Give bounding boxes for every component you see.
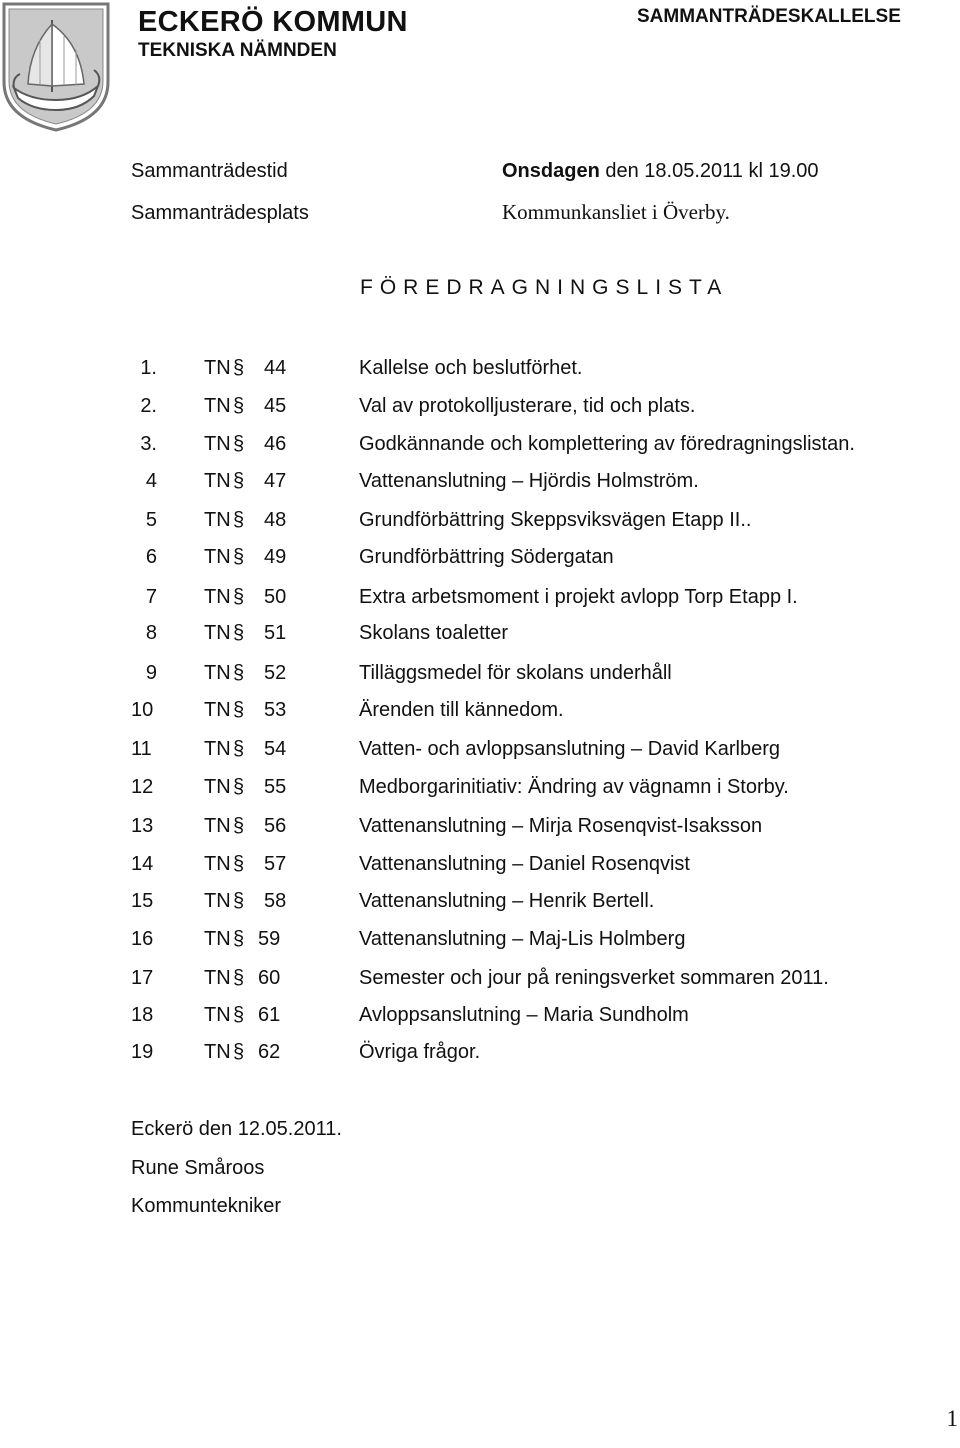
agenda-committee-code: TN: [204, 546, 231, 568]
agenda-number: 13: [131, 815, 154, 837]
agenda-paragraph: 52: [264, 662, 287, 684]
agenda-item: [0, 622, 960, 650]
agenda-paragraph: 62: [258, 1041, 281, 1063]
section-sign: §: [233, 509, 245, 531]
agenda-item: [0, 928, 960, 956]
section-sign: §: [233, 1041, 245, 1063]
agenda-number: 19: [131, 1041, 154, 1063]
agenda-committee-code: TN: [204, 928, 231, 950]
agenda-committee-code: TN: [204, 967, 231, 989]
section-sign: §: [233, 776, 245, 798]
agenda-item: [0, 509, 960, 537]
agenda-number: 16: [131, 928, 154, 950]
agenda-paragraph: 53: [264, 699, 287, 721]
agenda-item: [0, 890, 960, 918]
agenda-number: 12: [131, 776, 154, 798]
agenda-title: Extra arbetsmoment i projekt avlopp Torp Etapp I.: [359, 586, 798, 608]
agenda-committee-code: TN: [204, 1004, 231, 1026]
agenda-item: [0, 586, 960, 614]
agenda-title: Vattenanslutning – Mirja Rosenqvist-Isaksson: [359, 815, 763, 837]
agenda-item: [0, 470, 960, 498]
agenda-number: 15: [131, 890, 154, 912]
agenda-title: Vatten- och avloppsanslutning – David Karlberg: [359, 738, 780, 760]
section-sign: §: [233, 928, 245, 950]
agenda-number: 7: [145, 586, 157, 608]
agenda-item: [0, 546, 960, 574]
meeting-time-label: Sammanträdestid: [131, 160, 288, 182]
section-sign: §: [233, 433, 245, 455]
agenda-paragraph: 58: [264, 890, 287, 912]
agenda-item: [0, 815, 960, 843]
agenda-title: Medborgarinitiativ: Ändring av vägnamn i Storby.: [359, 776, 789, 798]
agenda-item: [0, 433, 960, 461]
agenda-item: [0, 1004, 960, 1032]
agenda-paragraph: 46: [264, 433, 287, 455]
meeting-time-value: Onsdagen den 18.05.2011 kl 19.00: [502, 160, 819, 182]
agenda-number: 5: [145, 509, 157, 531]
agenda-item: [0, 357, 960, 385]
agenda-item: [0, 853, 960, 881]
agenda-committee-code: TN: [204, 890, 231, 912]
agenda-title: Vattenanslutning – Hjördis Holmström.: [359, 470, 699, 492]
agenda-paragraph: 49: [264, 546, 287, 568]
agenda-title: Grundförbättring Södergatan: [359, 546, 614, 568]
agenda-committee-code: TN: [204, 662, 231, 684]
agenda-number: 18: [131, 1004, 154, 1026]
agenda-item: [0, 738, 960, 766]
agenda-committee-code: TN: [204, 815, 231, 837]
agenda-committee-code: TN: [204, 357, 231, 379]
agenda-title: Avloppsanslutning – Maria Sundholm: [359, 1004, 689, 1026]
section-sign: §: [233, 470, 245, 492]
agenda-committee-code: TN: [204, 738, 231, 760]
section-sign: §: [233, 546, 245, 568]
agenda-title: Övriga frågor.: [359, 1041, 481, 1063]
agenda-committee-code: TN: [204, 776, 231, 798]
section-sign: §: [233, 967, 245, 989]
meeting-place-label: Sammanträdesplats: [131, 202, 309, 224]
agenda-title: Val av protokolljusterare, tid och plats.: [359, 395, 696, 417]
agenda-committee-code: TN: [204, 509, 231, 531]
agenda-title: Ärenden till kännedom.: [359, 699, 564, 721]
section-sign: §: [233, 815, 245, 837]
agenda-paragraph: 60: [258, 967, 281, 989]
agenda-number: 17: [131, 967, 154, 989]
signature-place-date: Eckerö den 12.05.2011.: [131, 1118, 342, 1140]
agenda-committee-code: TN: [204, 470, 231, 492]
agenda-paragraph: 44: [264, 357, 287, 379]
section-sign: §: [233, 357, 245, 379]
agenda-paragraph: 45: [264, 395, 287, 417]
agenda-committee-code: TN: [204, 1041, 231, 1063]
agenda-number: 2.: [140, 395, 157, 417]
agenda-paragraph: 59: [258, 928, 281, 950]
agenda-paragraph: 61: [258, 1004, 281, 1026]
page-number: 1: [946, 1406, 958, 1431]
agenda-number: 9: [145, 662, 157, 684]
agenda-heading: FÖREDRAGNINGSLISTA: [360, 276, 729, 299]
agenda-title: Tilläggsmedel för skolans underhåll: [359, 662, 672, 684]
agenda-paragraph: 57: [264, 853, 287, 875]
agenda-number: 6: [145, 546, 157, 568]
agenda-number: 3.: [140, 433, 157, 455]
signature-name: Rune Småroos: [131, 1157, 265, 1179]
meeting-place-value: Kommunkansliet i Överby.: [502, 200, 730, 224]
agenda-committee-code: TN: [204, 395, 231, 417]
agenda-committee-code: TN: [204, 433, 231, 455]
signature-role: Kommuntekniker: [131, 1195, 282, 1217]
section-sign: §: [233, 1004, 245, 1026]
agenda-paragraph: 47: [264, 470, 287, 492]
committee-name: TEKNISKA NÄMNDEN: [138, 40, 337, 61]
section-sign: §: [233, 890, 245, 912]
agenda-title: Vattenanslutning – Henrik Bertell.: [359, 890, 655, 912]
viking-ship-crest-icon: [0, 0, 112, 132]
agenda-title: Vattenanslutning – Daniel Rosenqvist: [359, 853, 690, 875]
agenda-item: [0, 776, 960, 804]
agenda-paragraph: 51: [264, 622, 287, 644]
section-sign: §: [233, 738, 245, 760]
agenda-paragraph: 50: [264, 586, 287, 608]
agenda-paragraph: 56: [264, 815, 287, 837]
agenda-paragraph: 54: [264, 738, 287, 760]
agenda-committee-code: TN: [204, 699, 231, 721]
agenda-number: 10: [131, 699, 154, 721]
agenda-committee-code: TN: [204, 622, 231, 644]
section-sign: §: [233, 699, 245, 721]
agenda-number: 14: [131, 853, 154, 875]
agenda-item: [0, 699, 960, 727]
agenda-item: [0, 967, 960, 995]
agenda-item: [0, 395, 960, 423]
agenda-title: Grundförbättring Skeppsviksvägen Etapp II..: [359, 509, 752, 531]
agenda-item: [0, 662, 960, 690]
agenda-paragraph: 48: [264, 509, 287, 531]
agenda-number: 4: [145, 470, 157, 492]
organization-name: ECKERÖ KOMMUN: [138, 6, 408, 38]
agenda-title: Kallelse och beslutförhet.: [359, 357, 583, 379]
agenda-paragraph: 55: [264, 776, 287, 798]
section-sign: §: [233, 662, 245, 684]
agenda-committee-code: TN: [204, 853, 231, 875]
agenda-title: Skolans toaletter: [359, 622, 508, 644]
agenda-number: 11: [131, 738, 152, 760]
section-sign: §: [233, 622, 245, 644]
agenda-item: [0, 1041, 960, 1069]
agenda-title: Vattenanslutning – Maj-Lis Holmberg: [359, 928, 686, 950]
section-sign: §: [233, 586, 245, 608]
agenda-committee-code: TN: [204, 586, 231, 608]
agenda-title: Godkännande och komplettering av föredragningslistan.: [359, 433, 855, 455]
document-type: SAMMANTRÄDESKALLELSE: [637, 6, 901, 27]
agenda-title: Semester och jour på reningsverket sommaren 2011.: [359, 967, 829, 989]
section-sign: §: [233, 853, 245, 875]
agenda-number: 1.: [140, 357, 157, 379]
agenda-number: 8: [145, 622, 157, 644]
section-sign: §: [233, 395, 245, 417]
